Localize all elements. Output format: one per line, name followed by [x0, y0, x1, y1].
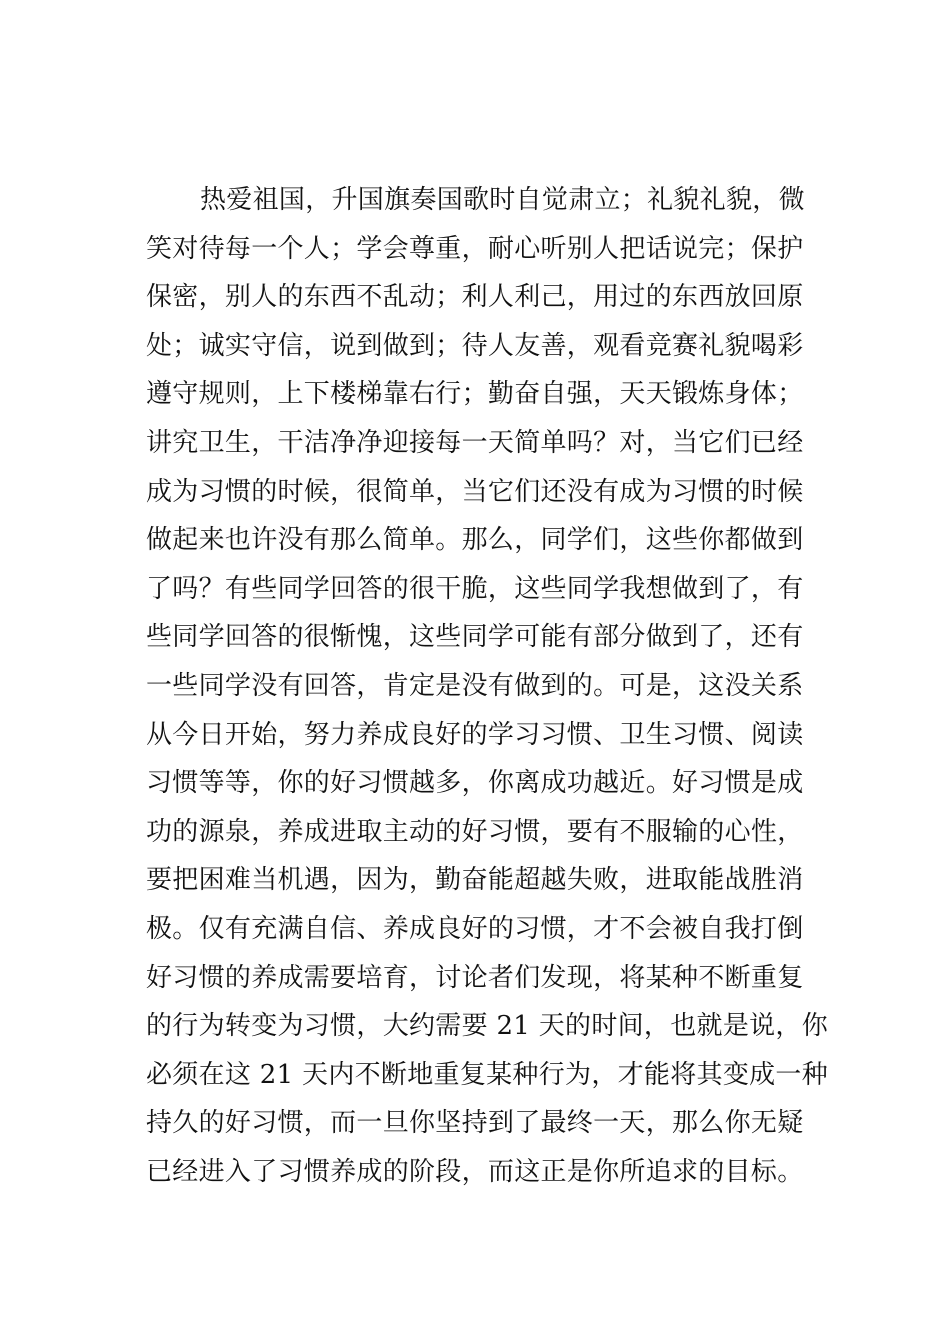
text-line: 已经进入了习惯养成的阶段，而这正是你所追求的目标。: [146, 1156, 804, 1187]
text-line: 从今日开始，努力养成良好的学习习惯、卫生习惯、阅读: [146, 719, 804, 750]
text-line: 极。仅有充满自信、养成良好的习惯，才不会被自我打倒: [146, 913, 804, 944]
text-line: 讲究卫生，干洁净净迎接每一天简单吗？对，当它们已经: [146, 427, 804, 458]
text-line: 持久的好习惯，而一旦你坚持到了最终一天，那么你无疑: [146, 1108, 804, 1139]
text-line: 了吗？有些同学回答的很干脆，这些同学我想做到了，有: [146, 573, 804, 604]
text-line: 成为习惯的时候，很简单，当它们还没有成为习惯的时候: [146, 476, 804, 507]
text-line: 笑对待每一个人；学会尊重，耐心听别人把话说完；保护: [146, 233, 804, 264]
body-paragraph: [146, 176, 829, 1196]
text-line: 做起来也许没有那么简单。那么，同学们，这些你都做到: [146, 525, 804, 556]
text-line: 些同学回答的很惭愧，这些同学可能有部分做到了，还有: [146, 622, 804, 653]
text-line: 习惯等等，你的好习惯越多，你离成功越近。好习惯是成: [146, 768, 804, 799]
text-line: 的行为转变为习惯，大约需要 21 天的时间，也就是说，你: [146, 1011, 829, 1042]
text-line: 好习惯的养成需要培育，讨论者们发现，将某种不断重复: [146, 962, 804, 993]
text-line: 功的源泉，养成进取主动的好习惯，要有不服输的心性，: [146, 816, 804, 847]
text-line: 遵守规则，上下楼梯靠右行；勤奋自强，天天锻炼身体；: [146, 379, 804, 410]
text-line: 处；诚实守信，说到做到；待人友善，观看竞赛礼貌喝彩: [146, 330, 804, 361]
text-line: 热爱祖国，升国旗奏国歌时自觉肃立；礼貌礼貌，微: [200, 185, 805, 215]
text-line: 必须在这 21 天内不断地重复某种行为，才能将其变成一种: [146, 1059, 829, 1090]
text-line: 一些同学没有回答，肯定是没有做到的。可是，这没关系: [146, 670, 804, 701]
text-line: 要把困难当机遇，因为，勤奋能超越失败，进取能战胜消: [146, 865, 804, 896]
text-line: 保密，别人的东西不乱动；利人利己，用过的东西放回原: [146, 282, 804, 313]
